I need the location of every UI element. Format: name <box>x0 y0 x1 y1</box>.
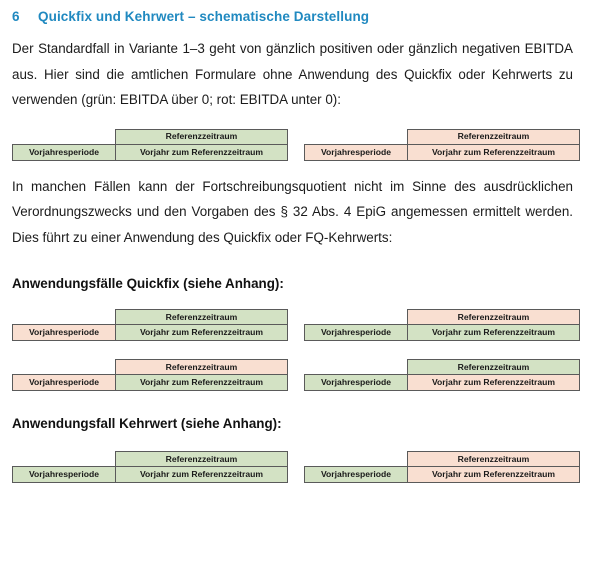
diagram-step-spacer <box>12 129 115 145</box>
middle-paragraph: In manchen Fällen kann der Fortschreibungsquotient nicht im Sinne des ausdrücklichen Verordnungszwecks und den Vorgaben des § 32 Abs. 4 EpiG angemessen ermittelt werden. Dies führt zu einer Anwendung des Quickfix oder FQ-Kehrwerts: <box>12 178 573 245</box>
diagram-bottom-row <box>304 374 580 391</box>
quickfix-case-4 <box>304 359 580 391</box>
cell-vorjahr-zum-referenzzeitraum: Vorjahr zum Referenzzeitraum <box>407 324 580 341</box>
diagram-top-row <box>12 451 288 467</box>
cell-vorjahresperiode: Vorjahresperiode <box>12 324 116 341</box>
diagram-row-quickfix-2 <box>0 359 600 391</box>
cell-vorjahr-zum-referenzzeitraum: Vorjahr zum Referenzzeitraum <box>115 324 288 341</box>
section-number: 6 <box>12 9 20 24</box>
cell-vorjahr-zum-referenzzeitraum: Vorjahr zum Referenzzeitraum <box>407 144 580 161</box>
subheading-quickfix: Anwendungsfälle Quickfix (siehe Anhang): <box>12 276 284 291</box>
cell-vorjahr-zum-referenzzeitraum: Vorjahr zum Referenzzeitraum <box>115 466 288 483</box>
cell-referenzzeitraum: Referenzzeitraum <box>407 359 580 375</box>
kehrwert-case-1 <box>12 451 288 483</box>
cell-vorjahr-zum-referenzzeitraum: Vorjahr zum Referenzzeitraum <box>115 374 288 391</box>
diagram-step-spacer <box>12 359 115 375</box>
cell-vorjahr-zum-referenzzeitraum: Vorjahr zum Referenzzeitraum <box>407 466 580 483</box>
diagram-bottom-row <box>12 144 288 161</box>
diagram-top-row <box>12 309 288 325</box>
diagram-row-standard <box>0 129 600 161</box>
diagram-top-row <box>304 451 580 467</box>
diagram-step-spacer <box>304 451 407 467</box>
cell-referenzzeitraum: Referenzzeitraum <box>115 309 288 325</box>
section-heading <box>0 0 600 24</box>
diagram-bottom-row <box>304 144 580 161</box>
cell-referenzzeitraum: Referenzzeitraum <box>407 309 580 325</box>
cell-referenzzeitraum: Referenzzeitraum <box>115 129 288 145</box>
quickfix-case-2 <box>304 309 580 341</box>
diagram-bottom-row <box>12 324 288 341</box>
diagram-step-spacer <box>12 451 115 467</box>
cell-vorjahresperiode: Vorjahresperiode <box>304 466 408 483</box>
cell-vorjahresperiode: Vorjahresperiode <box>12 374 116 391</box>
cell-vorjahr-zum-referenzzeitraum: Vorjahr zum Referenzzeitraum <box>407 374 580 391</box>
diagram-step-spacer <box>304 309 407 325</box>
diagram-bottom-row <box>304 324 580 341</box>
diagram-top-row <box>304 359 580 375</box>
diagram-bottom-row <box>12 466 288 483</box>
diagram-row-kehrwert <box>0 451 600 483</box>
standard-case-positive <box>12 129 288 161</box>
diagram-top-row <box>12 359 288 375</box>
quickfix-case-1 <box>12 309 288 341</box>
diagram-top-row <box>304 129 580 145</box>
cell-referenzzeitraum: Referenzzeitraum <box>115 451 288 467</box>
diagram-top-row <box>12 129 288 145</box>
diagram-step-spacer <box>304 359 407 375</box>
cell-vorjahresperiode: Vorjahresperiode <box>304 324 408 341</box>
cell-vorjahresperiode: Vorjahresperiode <box>304 144 408 161</box>
cell-vorjahresperiode: Vorjahresperiode <box>12 144 116 161</box>
cell-vorjahresperiode: Vorjahresperiode <box>304 374 408 391</box>
page-title: Quickfix und Kehrwert – schematische Darstellung <box>38 9 370 24</box>
standard-case-negative <box>304 129 580 161</box>
diagram-bottom-row <box>12 374 288 391</box>
diagram-row-quickfix-1 <box>0 309 600 341</box>
intro-paragraph: Der Standardfall in Variante 1–3 geht von gänzlich positiven oder gänzlich negativen EBITDA aus. Hier sind die amtlichen Formulare ohne Anwendung des Quickfix oder Kehrwerts zu verwenden (grün: EBITDA über 0; rot: EBITDA unter 0): <box>12 41 573 107</box>
subheading-kehrwert: Anwendungsfall Kehrwert (siehe Anhang): <box>12 416 282 431</box>
diagram-step-spacer <box>304 129 407 145</box>
cell-referenzzeitraum: Referenzzeitraum <box>407 451 580 467</box>
cell-referenzzeitraum: Referenzzeitraum <box>115 359 288 375</box>
cell-vorjahr-zum-referenzzeitraum: Vorjahr zum Referenzzeitraum <box>115 144 288 161</box>
quickfix-case-3 <box>12 359 288 391</box>
cell-referenzzeitraum: Referenzzeitraum <box>407 129 580 145</box>
diagram-bottom-row <box>304 466 580 483</box>
diagram-top-row <box>304 309 580 325</box>
cell-vorjahresperiode: Vorjahresperiode <box>12 466 116 483</box>
kehrwert-case-2 <box>304 451 580 483</box>
diagram-step-spacer <box>12 309 115 325</box>
